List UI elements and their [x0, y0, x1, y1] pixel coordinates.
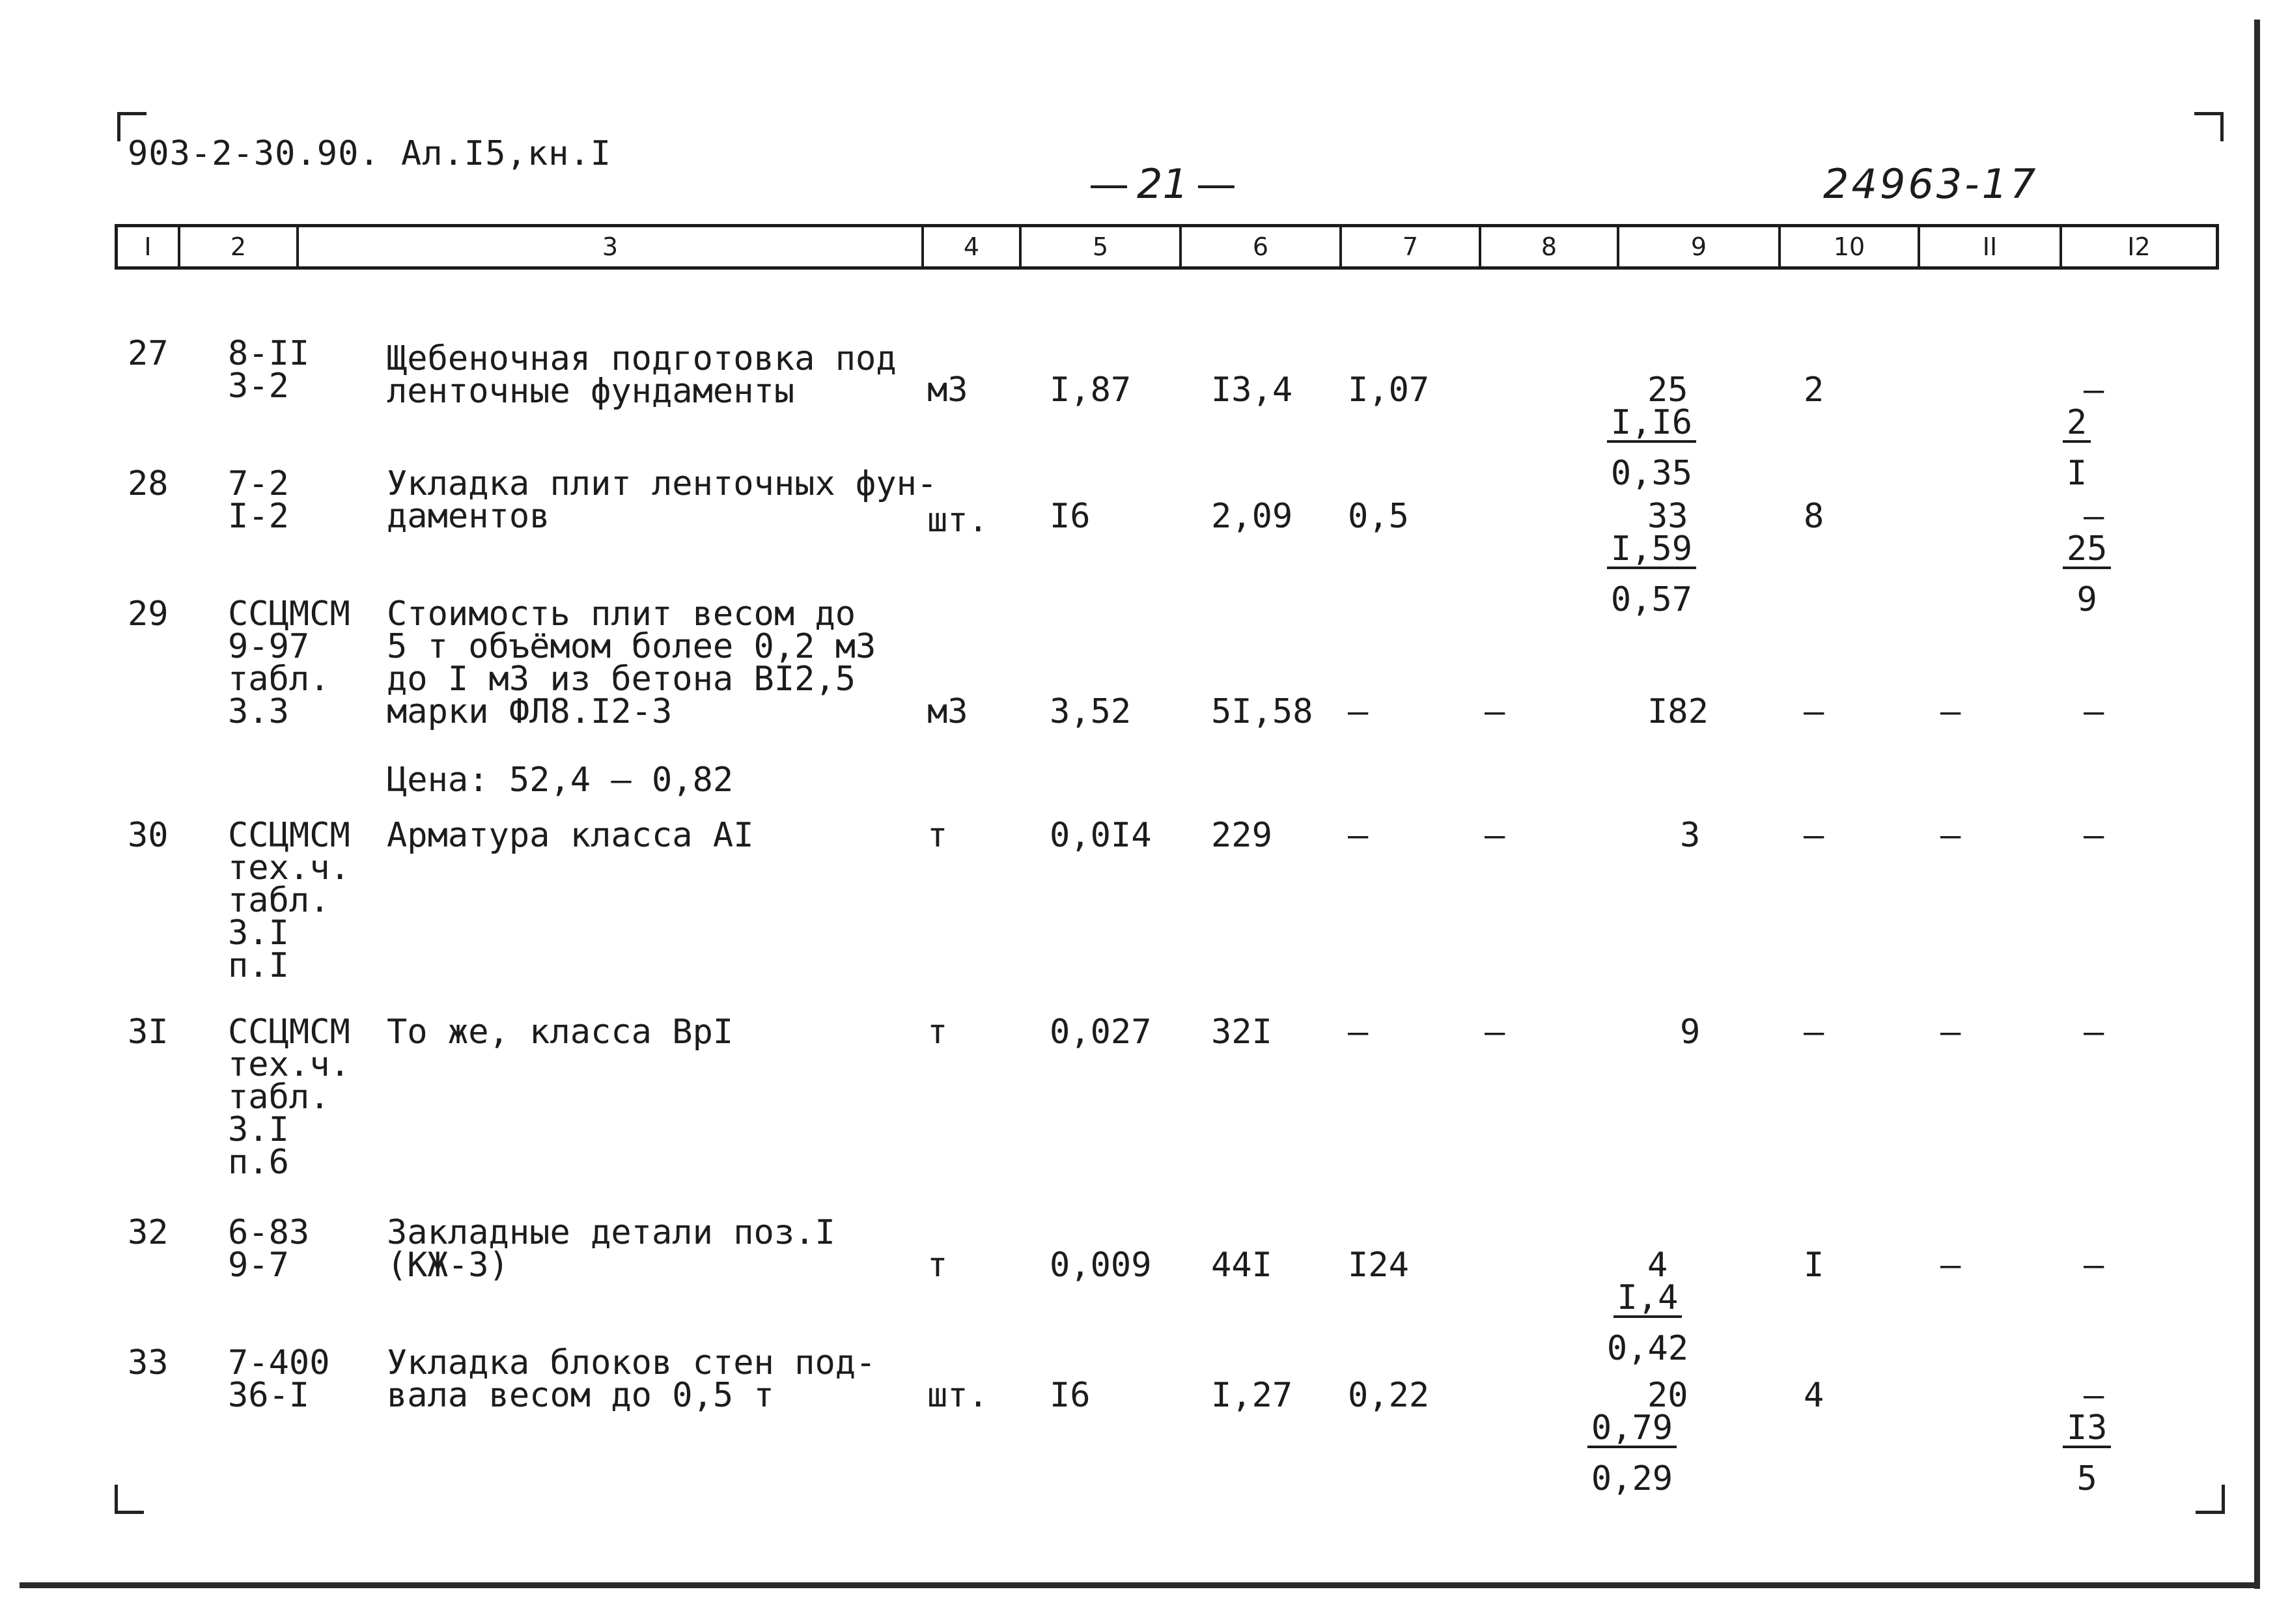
col10-value: I: [1804, 1246, 1824, 1285]
work-description: То же, класса BpI: [387, 1013, 734, 1052]
total-cost: 25: [1647, 371, 1688, 410]
col11-value: –: [1940, 816, 1961, 855]
work-description: Арматура класса АI: [387, 816, 754, 855]
col10-value: 2: [1804, 371, 1824, 410]
quantity: I6: [1050, 1376, 1091, 1415]
row-number: 32: [128, 1213, 169, 1252]
quantity: 3,52: [1050, 692, 1132, 731]
fraction-top: I3: [2063, 1412, 2112, 1448]
work-description: Щебеночная подготовка под ленточные фундаменты: [387, 339, 897, 411]
work-description: Стоимость плит весом до 5 т объёмом более 0,2 м3 до I м3 из бетона BI2,5 марки ФЛ8.I2-3: [387, 595, 876, 731]
total-cost: 33: [1647, 497, 1688, 536]
quantity: I6: [1050, 497, 1091, 536]
fraction-top: I,59: [1607, 533, 1696, 569]
unit: т: [927, 1013, 948, 1052]
col7-value: –: [1348, 692, 1369, 731]
col8-value: –: [1485, 692, 1505, 731]
col10-value: –: [1804, 692, 1824, 731]
col7-value: I,07: [1348, 371, 1430, 410]
price-note: Цена: 52,4 – 0,82: [387, 761, 734, 800]
rate-code: 7-400 36-I: [228, 1343, 330, 1415]
column-header: 5: [1022, 227, 1182, 266]
unit: шт.: [927, 1376, 988, 1415]
unit-cost: I,27: [1211, 1376, 1293, 1415]
column-header: 9: [1619, 227, 1781, 266]
col8-fraction: [1465, 1379, 1677, 1528]
fraction-top: 2: [2063, 406, 2091, 443]
row-number: 28: [128, 464, 169, 503]
column-header: I: [118, 227, 180, 266]
quantity: 0,0I4: [1050, 816, 1152, 855]
fraction-top: 0,79: [1587, 1412, 1677, 1448]
col8-value: –: [1485, 816, 1505, 855]
page-number: — 21 —: [1081, 160, 1244, 208]
work-description: Укладка блоков стен под- вала весом до 0,5 т: [387, 1343, 876, 1415]
fraction-bottom: 0,29: [1591, 1459, 1673, 1498]
scan-edge-bottom: [20, 1582, 2259, 1588]
unit-cost: 5I,58: [1211, 692, 1313, 731]
column-header: 7: [1342, 227, 1481, 266]
total-cost: 9: [1680, 1013, 1701, 1052]
total-cost: 3: [1680, 816, 1701, 855]
col10-value: 8: [1804, 497, 1824, 536]
col12-value: –: [2084, 1376, 2104, 1415]
unit: т: [927, 1246, 948, 1285]
registration-number: 24963-17: [1823, 160, 2039, 208]
column-header: 4: [924, 227, 1022, 266]
quantity: 0,009: [1050, 1246, 1152, 1285]
row-number: 3I: [128, 1013, 169, 1052]
fraction-bottom: 5: [2076, 1459, 2097, 1498]
rate-code: ССЦМСМ тех.ч. табл. 3.I п.I: [228, 816, 350, 985]
col12-value: –: [2084, 816, 2104, 855]
unit-cost: 44I: [1211, 1246, 1272, 1285]
column-header: I2: [2127, 232, 2151, 261]
scan-edge-right: [2254, 20, 2260, 1589]
col7-value: –: [1348, 1013, 1369, 1052]
col12-value: –: [2084, 692, 2104, 731]
fraction-top: I,4: [1613, 1281, 1683, 1318]
column-header: 2: [180, 227, 299, 266]
col7-value: I24: [1348, 1246, 1409, 1285]
total-cost: 4: [1647, 1246, 1668, 1285]
unit: шт.: [927, 501, 988, 540]
corner-mark-top-right: [2194, 112, 2224, 141]
col11-value: –: [1940, 692, 1961, 731]
row-number: 29: [128, 595, 169, 634]
total-cost: 20: [1647, 1376, 1688, 1415]
unit-cost: I3,4: [1211, 371, 1293, 410]
col7-value: 0,5: [1348, 497, 1409, 536]
column-header: 3: [299, 227, 924, 266]
quantity: I,87: [1050, 371, 1132, 410]
column-header: 6: [1182, 227, 1342, 266]
corner-mark-bottom-left: [115, 1485, 144, 1514]
column-header: 8: [1481, 227, 1619, 266]
column-header: 10: [1781, 227, 1920, 266]
unit-cost: 32I: [1211, 1013, 1272, 1052]
unit-cost: 2,09: [1211, 497, 1293, 536]
unit: м3: [927, 692, 968, 731]
unit: м3: [927, 371, 968, 410]
col12-value: –: [2084, 1013, 2104, 1052]
fraction-top: I,I6: [1607, 406, 1696, 443]
unit-cost: 229: [1211, 816, 1272, 855]
col11-value: –: [1940, 1013, 1961, 1052]
col11-value: –: [1940, 1246, 1961, 1285]
rate-code: 6-83 9-7: [228, 1213, 310, 1285]
col7-value: 0,22: [1348, 1376, 1430, 1415]
rate-code: 7-2 I-2: [228, 464, 289, 536]
col8-value: –: [1485, 1013, 1505, 1052]
fraction-bottom: 0,35: [1610, 454, 1693, 493]
col12-value: –: [2084, 1246, 2104, 1285]
row-number: 30: [128, 816, 169, 855]
fraction-top: 25: [2063, 533, 2112, 569]
row-number: 27: [128, 334, 169, 373]
column-header-row: [115, 224, 2219, 270]
quantity: 0,027: [1050, 1013, 1152, 1052]
fraction-bottom: 9: [2076, 580, 2097, 619]
col10-value: –: [1804, 816, 1824, 855]
col7-value: –: [1348, 816, 1369, 855]
row-number: 33: [128, 1343, 169, 1382]
document-code: 903-2-30.90. Ал.I5,кн.I: [128, 134, 612, 173]
col12-value: –: [2084, 371, 2104, 410]
col12-value: –: [2084, 497, 2104, 536]
col10-value: –: [1804, 1013, 1824, 1052]
rate-code: ССЦМСМ 9-97 табл. 3.3: [228, 595, 350, 731]
rate-code: ССЦМСМ тех.ч. табл. 3.I п.6: [228, 1013, 350, 1182]
work-description: Укладка плит ленточных фун- даментов: [387, 464, 938, 536]
col10-value: 4: [1804, 1376, 1824, 1415]
corner-mark-bottom-right: [2196, 1485, 2225, 1514]
column-header: II: [1920, 227, 2062, 266]
fraction-bottom: I: [2066, 454, 2088, 493]
total-cost: I82: [1647, 692, 1709, 731]
work-description: Закладные детали поз.I (КЖ-3): [387, 1213, 835, 1285]
fraction-bottom: 0,42: [1606, 1329, 1689, 1368]
rate-code: 8-II 3-2: [228, 334, 310, 406]
unit: т: [927, 816, 948, 855]
fraction-bottom: 0,57: [1610, 580, 1693, 619]
